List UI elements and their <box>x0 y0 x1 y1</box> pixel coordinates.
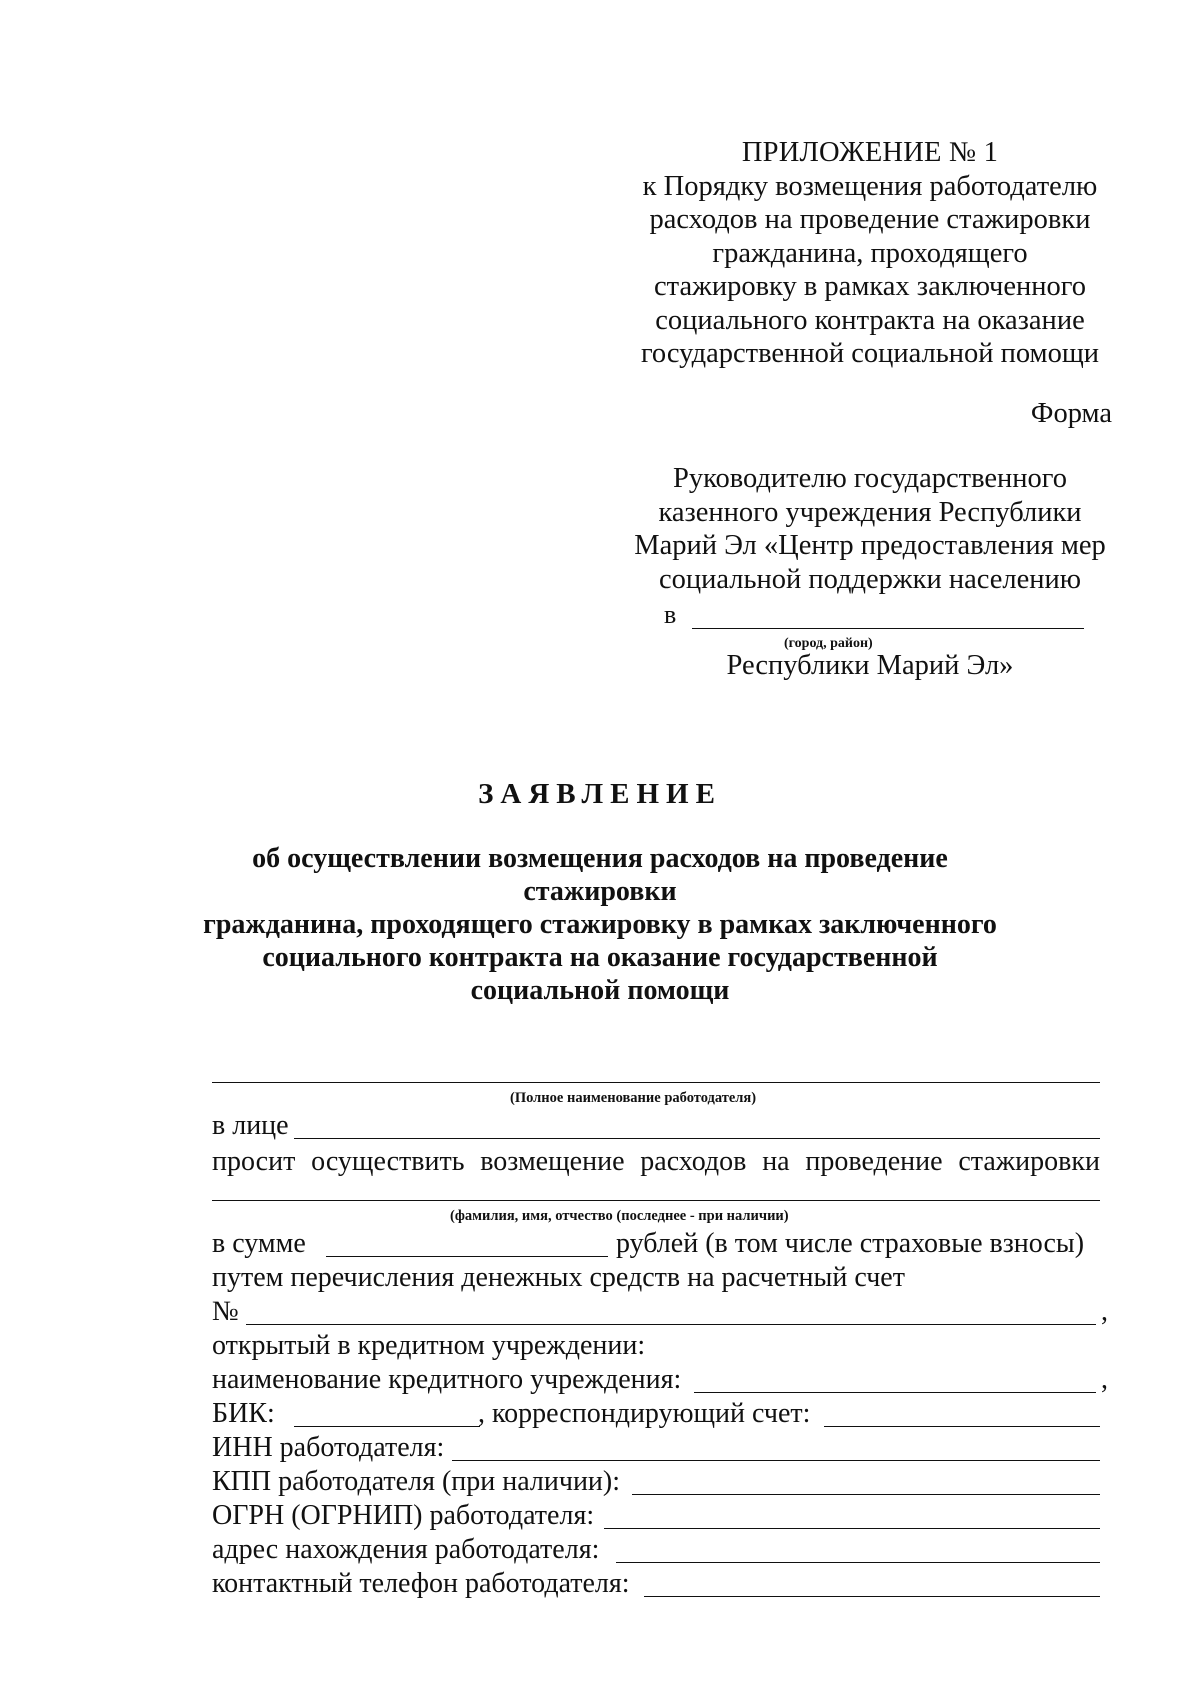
request-word: возмещение <box>480 1146 625 1177</box>
amount-blank-line[interactable] <box>326 1256 608 1257</box>
appendix-line: к Порядку возмещения работодателю <box>642 170 1098 202</box>
amount-field <box>212 1228 1100 1262</box>
request-word: осуществить <box>311 1146 465 1177</box>
request-word: просит <box>212 1146 296 1177</box>
appendix-line: государственной социальной помощи <box>640 338 1100 369</box>
addressee-line: Марий Эл «Центр предоставления мер <box>634 530 1106 561</box>
ogrn-label: ОГРН (ОГРНИП) работодателя: <box>212 1500 595 1531</box>
bank-name-field <box>212 1364 1108 1398</box>
bik-label: БИК: <box>212 1398 275 1429</box>
addressee-republic: Республики Марий Эл» <box>726 650 1014 681</box>
appendix-heading: ПРИЛОЖЕНИЕ № 1 <box>741 137 999 168</box>
kpp-blank-line[interactable] <box>632 1494 1100 1495</box>
amount-label: в сумме <box>212 1228 306 1259</box>
subtitle-line: об осуществлении возмещения расходов на проведение стажировки <box>252 843 948 907</box>
represented-by-blank-line[interactable] <box>294 1138 1100 1139</box>
city-field <box>664 600 1084 651</box>
account-comma: , <box>1101 1296 1108 1327</box>
phone-blank-line[interactable] <box>644 1596 1100 1597</box>
employer-name-blank-line[interactable] <box>212 1082 1100 1083</box>
bik-blank-line[interactable] <box>294 1426 480 1427</box>
ogrn-blank-line[interactable] <box>604 1528 1100 1529</box>
address-field <box>212 1534 1100 1568</box>
addressee-line: социальной поддержки населению <box>658 563 1082 595</box>
bank-name-label: наименование кредитного учреждения: <box>212 1364 682 1395</box>
represented-by-label: в лице <box>212 1110 289 1141</box>
bank-name-comma: , <box>1101 1364 1108 1395</box>
person-caption: (фамилия, имя, отчество (последнее - при наличии) <box>450 1208 789 1224</box>
addressee-block <box>620 462 1120 596</box>
document-subtitle <box>190 842 1010 1007</box>
bik-field <box>212 1398 1100 1432</box>
corr-account-blank-line[interactable] <box>824 1426 1100 1427</box>
request-text <box>212 1146 1100 1178</box>
subtitle-line: гражданина, проходящего стажировку в рамках заключенного <box>203 909 997 940</box>
account-field <box>212 1296 1108 1330</box>
ogrn-field <box>212 1500 1100 1534</box>
request-word: расходов <box>640 1146 747 1177</box>
address-label: адрес нахождения работодателя: <box>212 1534 600 1565</box>
request-word: стажировки <box>958 1146 1100 1177</box>
represented-by-field <box>212 1110 1100 1144</box>
inn-label: ИНН работодателя: <box>212 1432 445 1463</box>
inn-blank-line[interactable] <box>452 1460 1100 1461</box>
appendix-line: расходов на проведение стажировки <box>649 204 1091 235</box>
opened-in-text: открытый в кредитном учреждении: <box>212 1330 646 1361</box>
request-word: на <box>762 1146 790 1177</box>
appendix-line: гражданина, проходящего <box>712 237 1028 269</box>
account-number-label: № <box>212 1296 239 1327</box>
inn-field <box>212 1432 1100 1466</box>
phone-field <box>212 1568 1100 1602</box>
city-caption: (город, район) <box>784 636 873 651</box>
employer-caption: (Полное наименование работодателя) <box>510 1090 757 1106</box>
transfer-text: путем перечисления денежных средств на расчетный счет <box>212 1262 905 1293</box>
request-word: проведение <box>805 1146 943 1177</box>
account-blank-line[interactable] <box>246 1324 1096 1325</box>
amount-suffix: рублей (в том числе страховые взносы) <box>616 1228 1085 1259</box>
appendix-line: социального контракта на оказание <box>655 304 1085 336</box>
kpp-field <box>212 1466 1100 1500</box>
addressee-line: Руководителю государственного <box>672 463 1068 494</box>
appendix-header <box>620 136 1120 371</box>
city-prefix: в <box>664 600 677 629</box>
city-blank-line[interactable] <box>692 628 1084 629</box>
subtitle-line: социальной помощи <box>470 975 730 1006</box>
person-name-blank-line[interactable] <box>212 1200 1100 1201</box>
document-title: ЗАЯВЛЕНИЕ <box>478 778 722 810</box>
form-label: Форма <box>1030 398 1112 429</box>
kpp-label: КПП работодателя (при наличии): <box>212 1466 621 1497</box>
appendix-line: стажировку в рамках заключенного <box>654 271 1086 302</box>
addressee-line: казенного учреждения Республики <box>658 496 1082 528</box>
corr-account-label: , корреспондирующий счет: <box>478 1398 811 1429</box>
address-blank-line[interactable] <box>616 1562 1100 1563</box>
subtitle-line: социального контракта на оказание государственной <box>262 942 938 973</box>
phone-label: контактный телефон работодателя: <box>212 1568 630 1599</box>
bank-name-blank-line[interactable] <box>694 1392 1096 1393</box>
